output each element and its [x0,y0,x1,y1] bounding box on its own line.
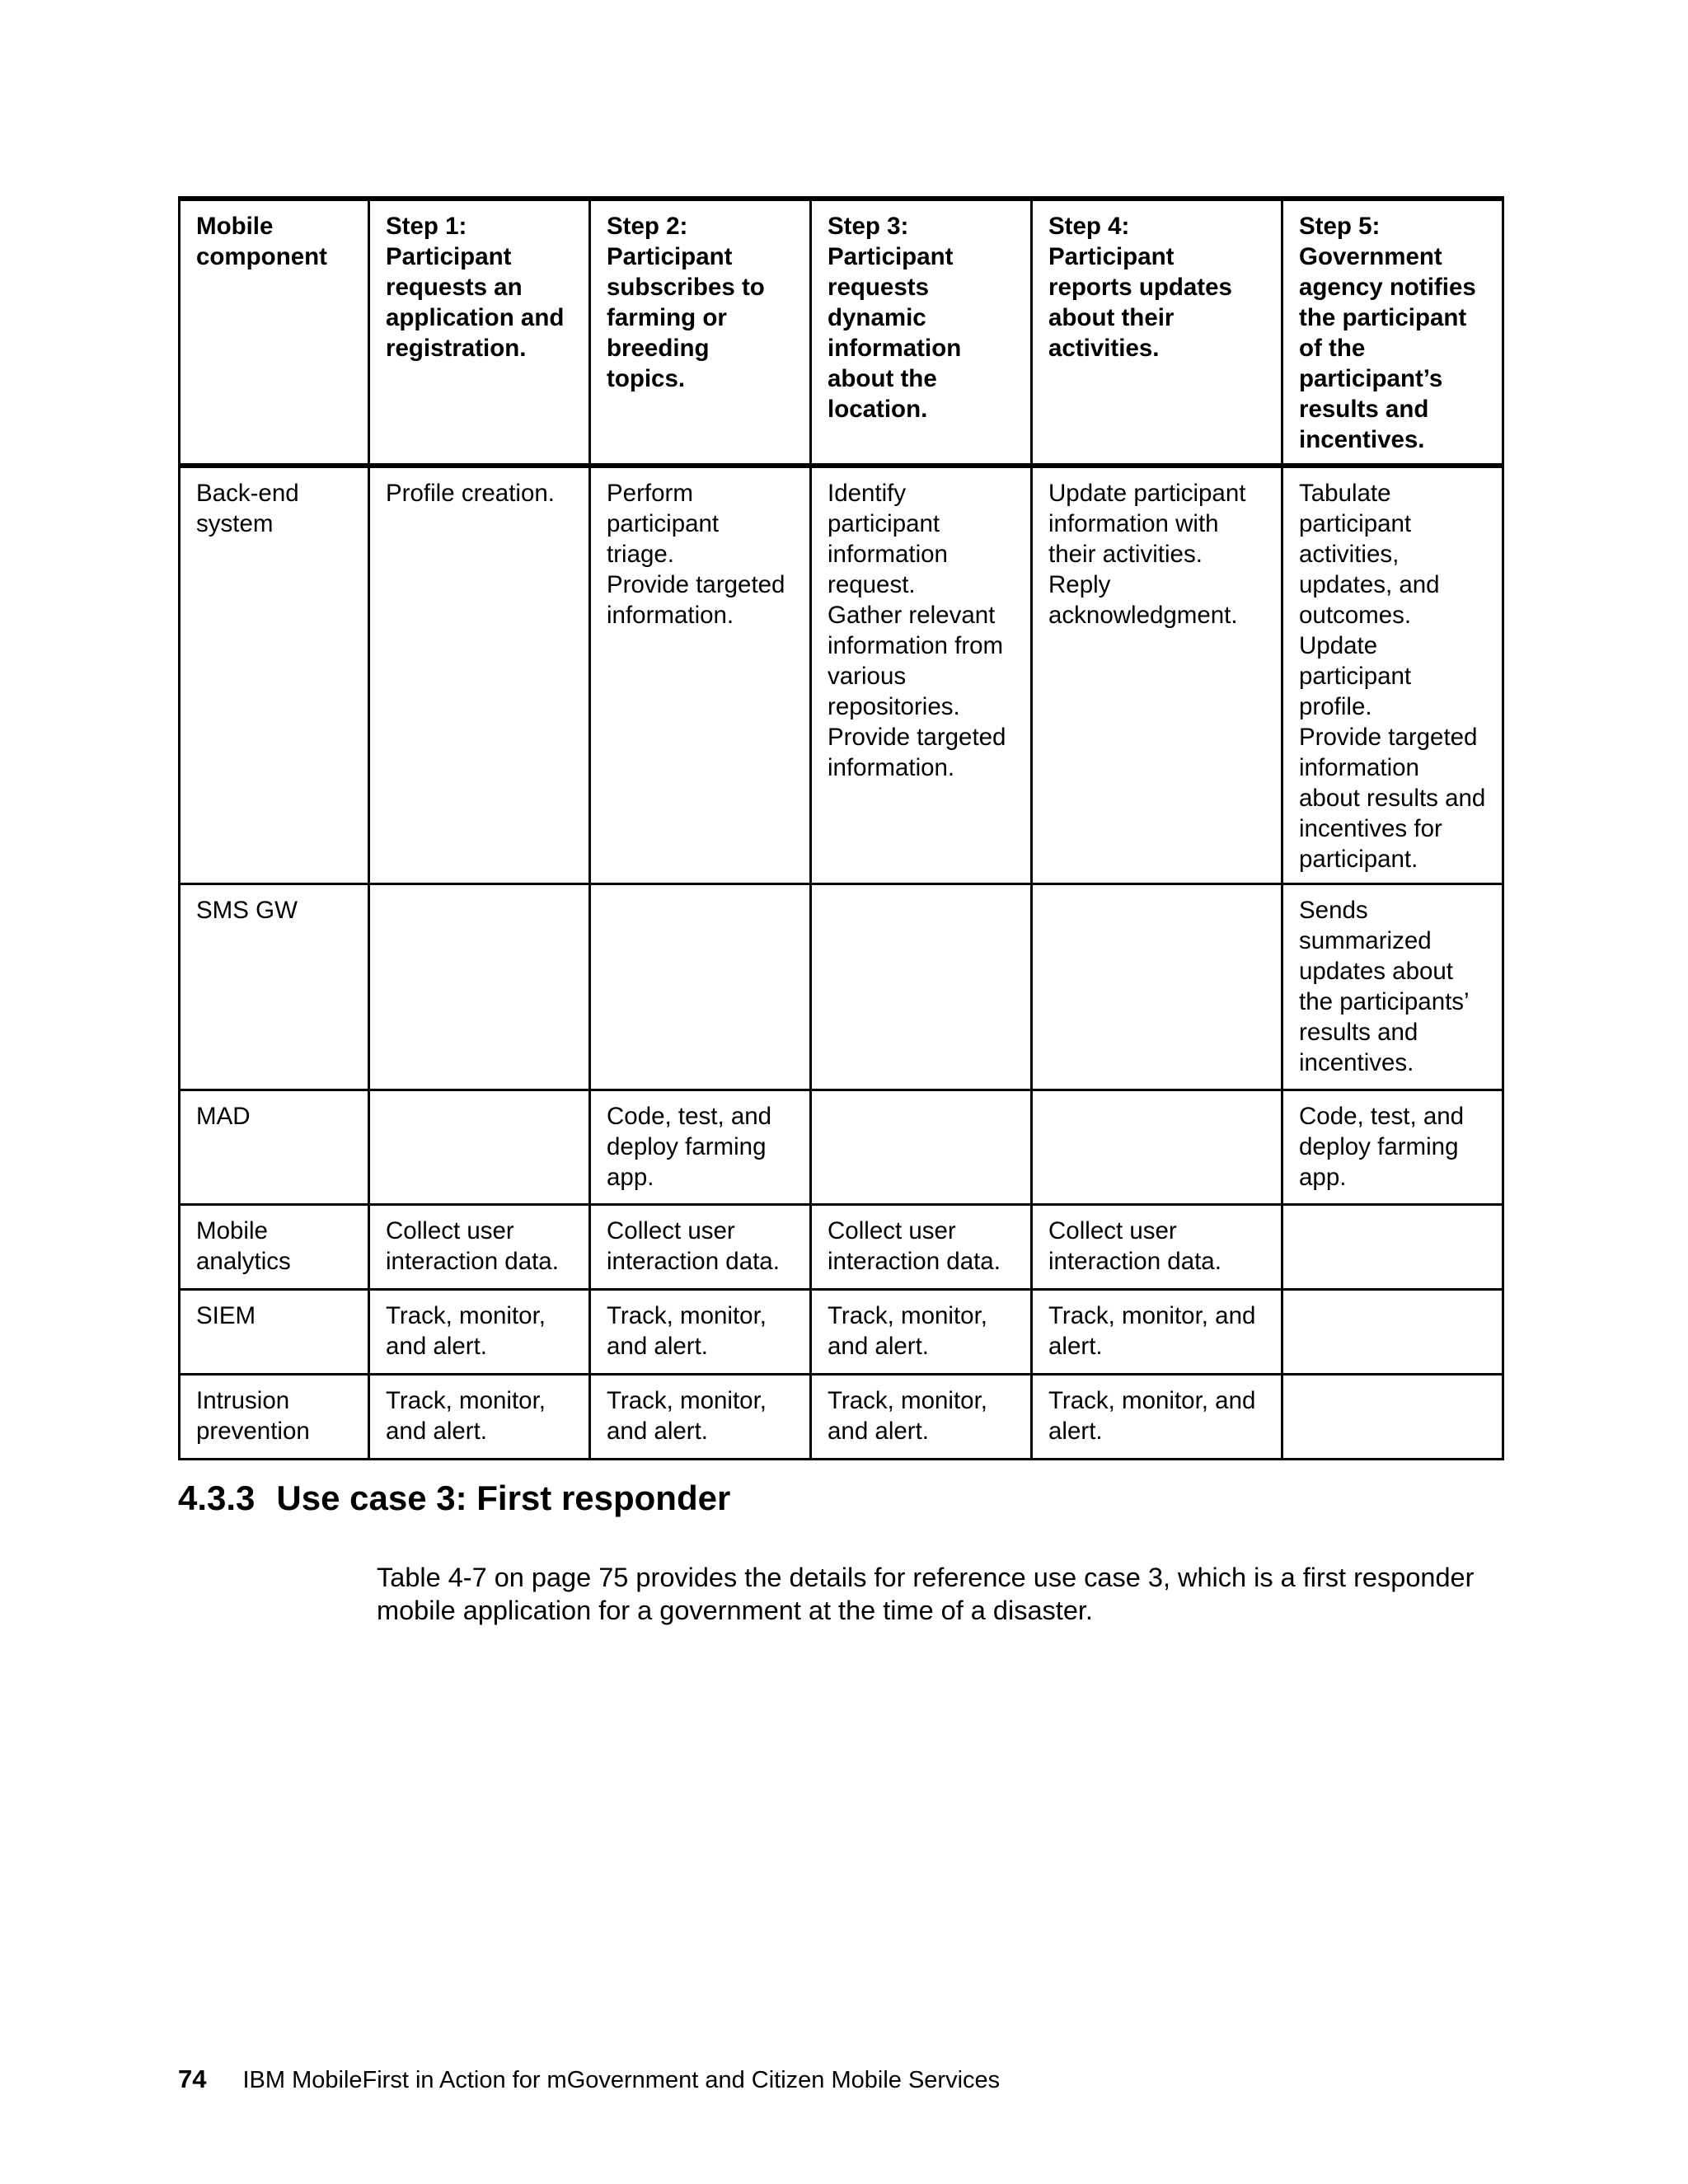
table-cell [1032,884,1282,1090]
row-label-cell: Back-end system [180,466,369,884]
row-label-cell: SMS GW [180,884,369,1090]
table-cell [811,1090,1032,1205]
table-cell: Collect user interaction data. [369,1205,590,1290]
table-row [180,1290,1503,1375]
use-case-table [178,196,1504,1460]
page-footer [178,2064,1000,2095]
table-header-row [180,199,1503,466]
row-label-cell: MAD [180,1090,369,1205]
table-cell [590,884,811,1090]
row-label-cell: Mobile analytics [180,1205,369,1290]
table-row [180,1205,1503,1290]
table-cell [1282,1205,1503,1290]
table-row [180,1090,1503,1205]
table-row [180,466,1503,884]
header-step-3: Step 3: Participant requests dynamic information about the location. [811,199,1032,466]
table-cell: Track, monitor, and alert. [811,1375,1032,1460]
table-cell: Track, monitor, and alert. [369,1375,590,1460]
table-cell: Sends summarized updates about the participants’ results and incentives. [1282,884,1503,1090]
book-title: IBM MobileFirst in Action for mGovernment and Citizen Mobile Services [242,2067,1001,2093]
table-cell: Track, monitor, and alert. [811,1290,1032,1375]
section-title: Use case 3: First responder [276,1479,731,1517]
table-row [180,884,1503,1090]
header-mobile-component: Mobile component [180,199,369,466]
table-cell: Identify participant information request. Gather relevant information from various repositories. Provide targeted information. [811,466,1032,884]
header-step-4: Step 4: Participant reports updates about their activities. [1032,199,1282,466]
table-cell: Collect user interaction data. [1032,1205,1282,1290]
header-step-2: Step 2: Participant subscribes to farming or breeding topics. [590,199,811,466]
table-cell: Track, monitor, and alert. [1032,1290,1282,1375]
table-cell: Collect user interaction data. [811,1205,1032,1290]
table-cell [1282,1290,1503,1375]
table-cell: Track, monitor, and alert. [590,1375,811,1460]
table-cell [1282,1375,1503,1460]
header-step-1: Step 1: Participant requests an application and registration. [369,199,590,466]
table-cell: Update participant information with their activities. Reply acknowledgment. [1032,466,1282,884]
table-cell: Perform participant triage. Provide targeted information. [590,466,811,884]
table-cell [1032,1090,1282,1205]
table-cell: Track, monitor, and alert. [590,1290,811,1375]
table-cell: Profile creation. [369,466,590,884]
section-number: 4.3.3 [178,1479,256,1517]
header-step-5: Step 5: Government agency notifies the participant of the participant’s results and incentives. [1282,199,1503,466]
table-cell: Collect user interaction data. [590,1205,811,1290]
table-cell: Track, monitor, and alert. [1032,1375,1282,1460]
table-cell [369,1090,590,1205]
table-cell: Tabulate participant activities, updates, and outcomes. Update participant profile. Provide targeted information about results and incentives for participant. [1282,466,1503,884]
row-label-cell: SIEM [180,1290,369,1375]
table-cell: Track, monitor, and alert. [369,1290,590,1375]
section-heading [178,1478,730,1519]
body-paragraph: Table 4-7 on page 75 provides the details for reference use case 3, which is a first responder mobile application for a government at the time of a disaster. [377,1563,1475,1625]
page-number: 74 [178,2064,207,2093]
table-row [180,1375,1503,1460]
table-cell: Code, test, and deploy farming app. [590,1090,811,1205]
table-cell: Code, test, and deploy farming app. [1282,1090,1503,1205]
table-cell [369,884,590,1090]
row-label-cell: Intrusion prevention [180,1375,369,1460]
table-cell [811,884,1032,1090]
